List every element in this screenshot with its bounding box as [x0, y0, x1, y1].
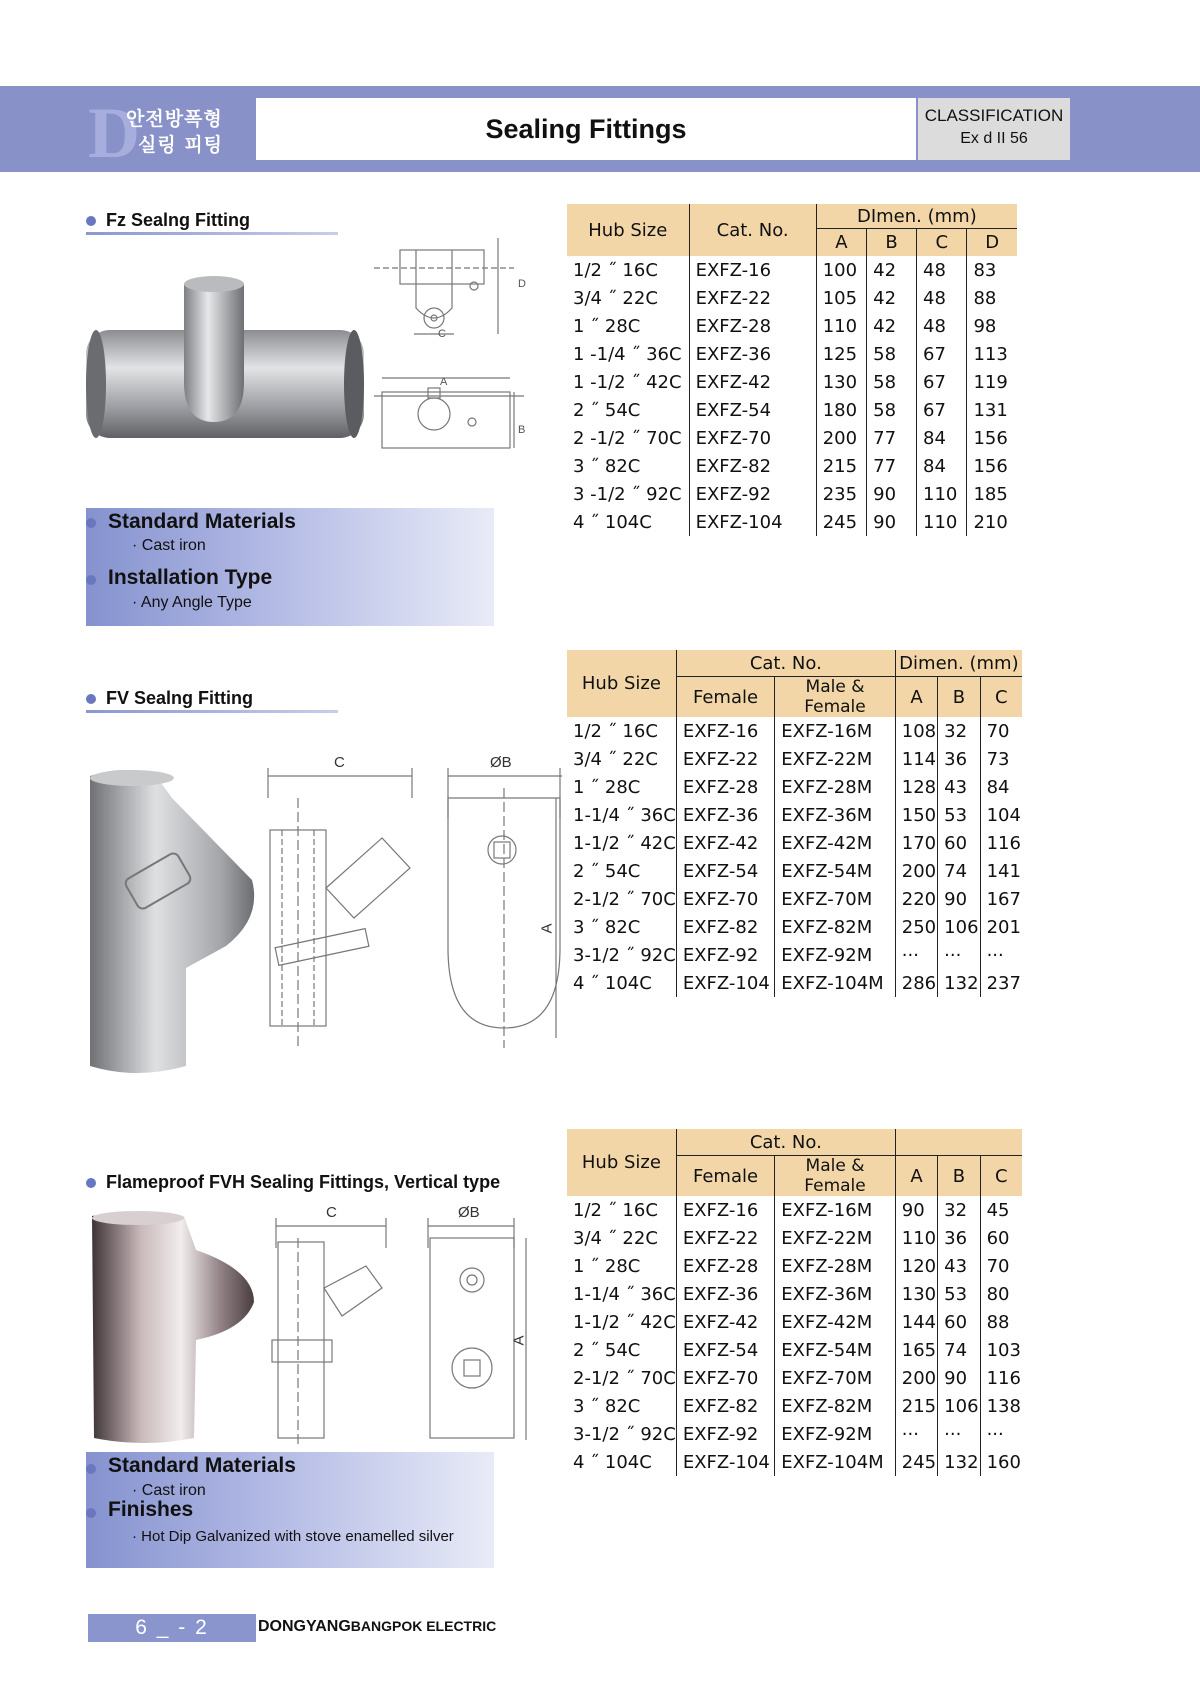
cell-cat: EXFZ-16 [689, 256, 816, 284]
cell-female: EXFZ-70 [676, 1364, 774, 1392]
cell-hub: 1-1/2 ˝ 42C [573, 832, 676, 854]
fvh-technical-drawing [262, 1204, 534, 1448]
table-row [567, 969, 1022, 997]
cell-d: 131 [967, 396, 1017, 424]
table-row [567, 1308, 1022, 1336]
cell-hub: 2-1/2 ˝ 70C [573, 888, 676, 910]
cell-male: EXFZ-92M [775, 1420, 896, 1448]
cell-a: 90 [895, 1196, 937, 1224]
drawing2-label-b: ØB [490, 754, 512, 771]
cell-female: EXFZ-92 [676, 1420, 774, 1448]
fvh-spec-table [567, 1129, 1022, 1476]
cell-c: 141 [980, 857, 1022, 885]
cell-d: 210 [967, 508, 1017, 536]
drawing2-label-a: A [538, 923, 556, 934]
t1-hub-header: Hub Size [567, 204, 689, 256]
cell-hub: 2-1/2 ˝ 70C [573, 1367, 676, 1389]
cell-male: EXFZ-54M [775, 1336, 896, 1364]
cell-b: 60 [938, 829, 980, 857]
cell-d: 88 [967, 284, 1017, 312]
fz-spec-table [567, 204, 1017, 536]
cell-hub: 1 -1/4 ˝ 36C [573, 343, 682, 365]
cell-female: EXFZ-104 [676, 969, 774, 997]
cell-c: 84 [917, 424, 967, 452]
cell-c: 80 [980, 1280, 1022, 1308]
drawing3-label-c: C [326, 1204, 337, 1221]
cell-cat: EXFZ-28 [689, 312, 816, 340]
cell-female: EXFZ-28 [676, 1252, 774, 1280]
cell-a: 108 [895, 717, 937, 745]
t3-hub-header: Hub Size [567, 1129, 676, 1196]
company-logo: D 안전방폭형 실링 피팅 [88, 93, 224, 173]
t1-a-header: A [816, 229, 866, 257]
cell-female: EXFZ-70 [676, 885, 774, 913]
bullet-icon [86, 518, 96, 528]
cell-a: 110 [895, 1224, 937, 1252]
table-row [567, 829, 1022, 857]
cell-female: EXFZ-16 [676, 1196, 774, 1224]
cell-b: 42 [867, 312, 917, 340]
info1-value2: · Any Angle Type [132, 594, 252, 611]
t2-b-header: B [938, 677, 980, 718]
cell-female: EXFZ-82 [676, 913, 774, 941]
cell-a: 100 [816, 256, 866, 284]
cell-c: 103 [980, 1336, 1022, 1364]
fz-technical-drawing [374, 228, 544, 488]
cell-b: ··· [938, 941, 980, 969]
cell-b: 53 [938, 801, 980, 829]
table-row [567, 312, 1017, 340]
cell-male: EXFZ-28M [775, 1252, 896, 1280]
table-row [567, 1336, 1022, 1364]
cell-a: 150 [895, 801, 937, 829]
section2-heading-text: FV Sealng Fitting [106, 688, 253, 708]
cell-cat: EXFZ-36 [689, 340, 816, 368]
cell-c: 237 [980, 969, 1022, 997]
cell-hub: 3-1/2 ˝ 92C [573, 1423, 676, 1445]
cell-female: EXFZ-54 [676, 1336, 774, 1364]
cell-d: 119 [967, 368, 1017, 396]
cell-b: 43 [938, 773, 980, 801]
info3-value1: · Cast iron [132, 1482, 206, 1499]
cell-male: EXFZ-42M [775, 1308, 896, 1336]
cell-female: EXFZ-22 [676, 1224, 774, 1252]
cell-b: 58 [867, 340, 917, 368]
cell-male: EXFZ-92M [775, 941, 896, 969]
table-row [567, 1364, 1022, 1392]
cell-female: EXFZ-104 [676, 1448, 774, 1476]
bullet-icon [86, 694, 96, 704]
cell-c: 70 [980, 1252, 1022, 1280]
bullet-icon [86, 1508, 96, 1518]
cell-a: 128 [895, 773, 937, 801]
cell-a: 200 [816, 424, 866, 452]
drawing3-label-a: A [510, 1335, 528, 1346]
bullet-icon [86, 1464, 96, 1474]
table-row [567, 885, 1022, 913]
info1-label1: Standard Materials [108, 510, 296, 533]
cell-c: 48 [917, 284, 967, 312]
section1-heading [86, 210, 250, 231]
cell-c: 67 [917, 396, 967, 424]
cell-male: EXFZ-54M [775, 857, 896, 885]
cell-cat: EXFZ-104 [689, 508, 816, 536]
table-row [567, 284, 1017, 312]
cell-hub: 3/4 ˝ 22C [573, 748, 658, 770]
cell-b: 58 [867, 396, 917, 424]
cell-hub: 1-1/4 ˝ 36C [573, 804, 676, 826]
section2-heading [86, 688, 253, 709]
classification-box [918, 98, 1070, 160]
cell-female: EXFZ-54 [676, 857, 774, 885]
cell-c: 70 [980, 717, 1022, 745]
cell-b: 132 [938, 969, 980, 997]
cell-b: 32 [938, 717, 980, 745]
bullet-icon [86, 216, 96, 226]
table-row [567, 941, 1022, 969]
cell-b: 74 [938, 1336, 980, 1364]
cell-cat: EXFZ-54 [689, 396, 816, 424]
cell-b: 90 [938, 1364, 980, 1392]
info1-value1: · Cast iron [132, 537, 206, 554]
cell-female: EXFZ-36 [676, 1280, 774, 1308]
cell-hub: 4 ˝ 104C [573, 511, 652, 533]
drawing1-label-a: A [440, 376, 448, 388]
info3-label2: Finishes [108, 1498, 194, 1521]
table-row [567, 913, 1022, 941]
drawing1-label-c: C [438, 328, 446, 340]
fvh-product-photo [84, 1210, 258, 1446]
t2-a-header: A [895, 677, 937, 718]
table-row [567, 717, 1022, 745]
cell-cat: EXFZ-92 [689, 480, 816, 508]
cell-c: 201 [980, 913, 1022, 941]
cell-b: 36 [938, 1224, 980, 1252]
cell-male: EXFZ-82M [775, 913, 896, 941]
info3-label1: Standard Materials [108, 1454, 296, 1477]
cell-b: 74 [938, 857, 980, 885]
section1-heading-text: Fz Sealng Fitting [106, 210, 250, 230]
table-row [567, 801, 1022, 829]
cell-hub: 1 ˝ 28C [573, 776, 641, 798]
cell-c: 73 [980, 745, 1022, 773]
cell-a: 125 [816, 340, 866, 368]
cell-c: 45 [980, 1196, 1022, 1224]
table-row [567, 1280, 1022, 1308]
cell-hub: 3 ˝ 82C [573, 1395, 641, 1417]
table-row [567, 396, 1017, 424]
cell-female: EXFZ-42 [676, 829, 774, 857]
cell-a: 180 [816, 396, 866, 424]
cell-b: 58 [867, 368, 917, 396]
cell-d: 83 [967, 256, 1017, 284]
cell-b: 60 [938, 1308, 980, 1336]
cell-a: 120 [895, 1252, 937, 1280]
table-row [567, 1420, 1022, 1448]
t2-dimen-header: Dimen. (mm) [895, 650, 1022, 677]
cell-a: ··· [895, 941, 937, 969]
fv-spec-table [567, 650, 1022, 997]
table-row [567, 368, 1017, 396]
table-row [567, 340, 1017, 368]
table-row [567, 857, 1022, 885]
cell-a: 170 [895, 829, 937, 857]
cell-d: 185 [967, 480, 1017, 508]
fz-product-photo [84, 272, 366, 448]
cell-b: 132 [938, 1448, 980, 1476]
cell-a: 200 [895, 857, 937, 885]
t3-a-header: A [895, 1156, 937, 1197]
t1-b-header: B [867, 229, 917, 257]
cell-c: 67 [917, 368, 967, 396]
cell-female: EXFZ-82 [676, 1392, 774, 1420]
cell-a: 110 [816, 312, 866, 340]
cell-c: 48 [917, 312, 967, 340]
cell-b: 43 [938, 1252, 980, 1280]
t3-c-header: C [980, 1156, 1022, 1197]
cell-b: 42 [867, 284, 917, 312]
cell-male: EXFZ-22M [775, 745, 896, 773]
info1-label2: Installation Type [108, 566, 273, 589]
cell-male: EXFZ-70M [775, 1364, 896, 1392]
cell-hub: 3 -1/2 ˝ 92C [573, 483, 682, 505]
t2-cat-header: Cat. No. [676, 650, 895, 677]
t2-female-header: Female [676, 677, 774, 718]
cell-d: 98 [967, 312, 1017, 340]
cell-a: 130 [816, 368, 866, 396]
drawing2-label-c: C [334, 754, 345, 771]
company-name [258, 1618, 496, 1636]
cell-a: 245 [895, 1448, 937, 1476]
cell-c: 110 [917, 508, 967, 536]
cell-b: ··· [938, 1420, 980, 1448]
cell-male: EXFZ-28M [775, 773, 896, 801]
section1-underline [86, 232, 338, 235]
t3-cat-header: Cat. No. [676, 1129, 895, 1156]
cell-c: 84 [917, 452, 967, 480]
cell-hub: 1/2 ˝ 16C [573, 259, 658, 281]
cell-a: 250 [895, 913, 937, 941]
table-row [567, 480, 1017, 508]
t1-cat-header: Cat. No. [689, 204, 816, 256]
fv-technical-drawing [262, 754, 562, 1048]
cell-c: ··· [980, 941, 1022, 969]
cell-hub: 1-1/4 ˝ 36C [573, 1283, 676, 1305]
cell-male: EXFZ-36M [775, 801, 896, 829]
fz-info-box [86, 508, 494, 626]
cell-c: 104 [980, 801, 1022, 829]
fv-product-photo [76, 768, 258, 1078]
cell-a: 114 [895, 745, 937, 773]
page-number: 6 _ - 2 [88, 1614, 256, 1642]
fvh-info-box [86, 1452, 494, 1568]
cell-cat: EXFZ-82 [689, 452, 816, 480]
cell-hub: 1/2 ˝ 16C [573, 1199, 658, 1221]
cell-b: 90 [938, 885, 980, 913]
drawing1-label-d: D [518, 278, 526, 290]
table-row [567, 1196, 1022, 1224]
cell-c: 110 [917, 480, 967, 508]
cell-b: 106 [938, 1392, 980, 1420]
cell-c: 116 [980, 829, 1022, 857]
cell-hub: 4 ˝ 104C [573, 1451, 652, 1473]
cell-hub: 2 ˝ 54C [573, 399, 641, 421]
cell-b: 90 [867, 480, 917, 508]
logo-korean-line1: 안전방폭형 [126, 108, 223, 130]
cell-hub: 3 ˝ 82C [573, 455, 641, 477]
cell-hub: 3 ˝ 82C [573, 916, 641, 938]
cell-hub: 4 ˝ 104C [573, 972, 652, 994]
cell-a: 130 [895, 1280, 937, 1308]
table-row [567, 1448, 1022, 1476]
cell-a: 235 [816, 480, 866, 508]
t2-hub-header: Hub Size [567, 650, 676, 717]
cell-b: 32 [938, 1196, 980, 1224]
classification-label: CLASSIFICATION [924, 106, 1064, 125]
cell-c: ··· [980, 1420, 1022, 1448]
t1-c-header: C [917, 229, 967, 257]
drawing3-label-b: ØB [458, 1204, 480, 1221]
section3-heading-text: Flameproof FVH Sealing Fittings, Vertical type [106, 1172, 501, 1192]
table-row [567, 256, 1017, 284]
cell-b: 77 [867, 452, 917, 480]
page-title-box [256, 98, 916, 160]
t1-d-header: D [967, 229, 1017, 257]
cell-male: EXFZ-70M [775, 885, 896, 913]
cell-female: EXFZ-92 [676, 941, 774, 969]
cell-c: 48 [917, 256, 967, 284]
cell-hub: 1 ˝ 28C [573, 1255, 641, 1277]
cell-c: 116 [980, 1364, 1022, 1392]
cell-male: EXFZ-42M [775, 829, 896, 857]
table-row [567, 773, 1022, 801]
cell-hub: 3/4 ˝ 22C [573, 1227, 658, 1249]
cell-d: 113 [967, 340, 1017, 368]
cell-hub: 1 ˝ 28C [573, 315, 641, 337]
company-name-sub: BANGPOK ELECTRIC [350, 1618, 497, 1634]
bullet-icon [86, 575, 96, 585]
cell-a: 220 [895, 885, 937, 913]
bullet-icon [86, 1178, 96, 1188]
cell-a: 144 [895, 1308, 937, 1336]
cell-hub: 3/4 ˝ 22C [573, 287, 658, 309]
cell-female: EXFZ-28 [676, 773, 774, 801]
table-row [567, 1224, 1022, 1252]
cell-female: EXFZ-22 [676, 745, 774, 773]
info3-value2: · Hot Dip Galvanized with stove enamelled silver [132, 1528, 454, 1545]
cell-hub: 3-1/2 ˝ 92C [573, 944, 676, 966]
table-row [567, 424, 1017, 452]
cell-a: 215 [816, 452, 866, 480]
t1-dimen-header: DImen. (mm) [816, 204, 1017, 229]
cell-male: EXFZ-16M [775, 717, 896, 745]
cell-b: 53 [938, 1280, 980, 1308]
cell-c: 160 [980, 1448, 1022, 1476]
cell-a: ··· [895, 1420, 937, 1448]
cell-male: EXFZ-36M [775, 1280, 896, 1308]
table-row [567, 1392, 1022, 1420]
cell-cat: EXFZ-42 [689, 368, 816, 396]
t3-dimen-blank [895, 1129, 1022, 1156]
t2-male-header: Male & Female [775, 677, 896, 718]
cell-c: 60 [980, 1224, 1022, 1252]
cell-c: 84 [980, 773, 1022, 801]
classification-value: Ex d II 56 [960, 130, 1028, 147]
cell-d: 156 [967, 424, 1017, 452]
cell-d: 156 [967, 452, 1017, 480]
t3-female-header: Female [676, 1156, 774, 1197]
cell-hub: 1 -1/2 ˝ 42C [573, 371, 682, 393]
cell-female: EXFZ-36 [676, 801, 774, 829]
cell-c: 67 [917, 340, 967, 368]
cell-b: 77 [867, 424, 917, 452]
cell-b: 42 [867, 256, 917, 284]
cell-male: EXFZ-16M [775, 1196, 896, 1224]
cell-c: 167 [980, 885, 1022, 913]
cell-a: 165 [895, 1336, 937, 1364]
cell-cat: EXFZ-22 [689, 284, 816, 312]
cell-hub: 2 ˝ 54C [573, 860, 641, 882]
table-row [567, 745, 1022, 773]
t3-male-header: Male & Female [775, 1156, 896, 1197]
cell-cat: EXFZ-70 [689, 424, 816, 452]
cell-male: EXFZ-22M [775, 1224, 896, 1252]
t2-c-header: C [980, 677, 1022, 718]
logo-korean-line2: 실링 피팅 [138, 134, 224, 156]
cell-male: EXFZ-104M [775, 1448, 896, 1476]
cell-a: 200 [895, 1364, 937, 1392]
cell-hub: 2 -1/2 ˝ 70C [573, 427, 682, 449]
cell-male: EXFZ-82M [775, 1392, 896, 1420]
cell-b: 36 [938, 745, 980, 773]
cell-b: 90 [867, 508, 917, 536]
section2-underline [86, 710, 338, 713]
table-row [567, 452, 1017, 480]
cell-hub: 2 ˝ 54C [573, 1339, 641, 1361]
cell-hub: 1-1/2 ˝ 42C [573, 1311, 676, 1333]
cell-a: 215 [895, 1392, 937, 1420]
drawing1-label-b: B [518, 424, 526, 436]
page-title: Sealing Fittings [485, 113, 687, 144]
section3-heading [86, 1172, 500, 1193]
cell-male: EXFZ-104M [775, 969, 896, 997]
table-row [567, 508, 1017, 536]
cell-c: 88 [980, 1308, 1022, 1336]
cell-a: 286 [895, 969, 937, 997]
t3-b-header: B [938, 1156, 980, 1197]
company-name-main: DONGYANG [258, 1618, 351, 1635]
cell-female: EXFZ-42 [676, 1308, 774, 1336]
cell-female: EXFZ-16 [676, 717, 774, 745]
cell-hub: 1/2 ˝ 16C [573, 720, 658, 742]
cell-a: 105 [816, 284, 866, 312]
cell-c: 138 [980, 1392, 1022, 1420]
cell-b: 106 [938, 913, 980, 941]
cell-a: 245 [816, 508, 866, 536]
table-row [567, 1252, 1022, 1280]
